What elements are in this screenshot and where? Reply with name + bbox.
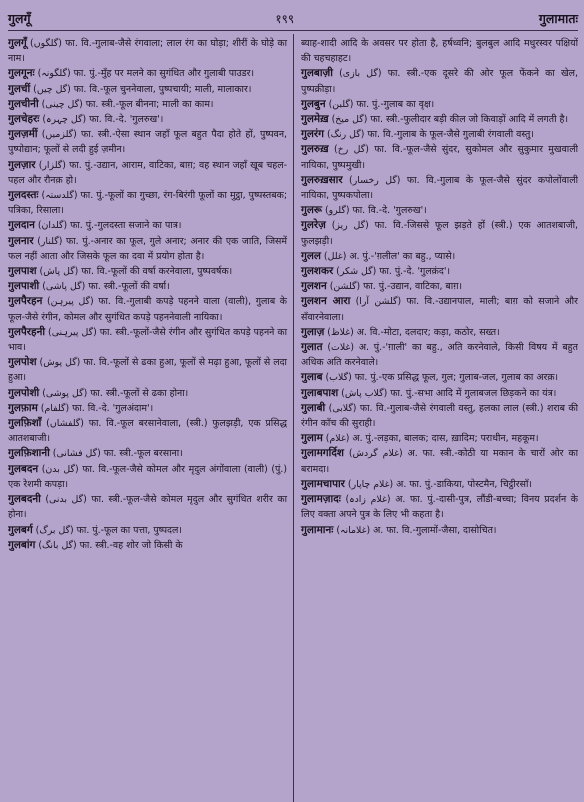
dictionary-entry (301, 127, 578, 142)
entry-headword: गुलामज़ादः (301, 493, 341, 506)
dictionary-entry (301, 340, 578, 370)
entry-headword: गुलज़मीं (8, 128, 38, 141)
entry-headword: गुलामगर्दिश (301, 447, 344, 460)
entry-definition: (غلامانہ) अ. फा. वि.-गुलामों-जैसा, दासोचित। (333, 524, 497, 536)
dictionary-entry (301, 249, 578, 264)
entry-headword: गुलफ़िशानी (8, 447, 50, 460)
two-column-body (8, 34, 578, 802)
entry-definition: (گلاب پاش) फा. पुं.-सभा आदि में गुलाबजल छिड़कने का यंत्र। (338, 387, 557, 399)
entry-definition: (گلبن) फा. पुं.-गुलाब का वृक्ष। (325, 98, 435, 110)
entry-definition: (گلگوں) फा. वि.-गुलाब-जैसे रंगवाला; लाल रंग का घोड़ा; शीरीं के घोड़े का नाम। (8, 38, 287, 65)
entry-headword: गुलाबपाश (301, 386, 339, 399)
entry-definition: (گل پیرہن) फा. वि.-गुलाबी कपड़े पहनने वाला (वाली), गुलाब के फूल-जैसे रंगीन, कोमल और सुगंधित कपड़े पहननेवाली नायिका। (8, 296, 287, 323)
dictionary-entry (8, 264, 287, 279)
entry-headword: गुलरेज़ (301, 219, 326, 232)
dictionary-entry (301, 97, 578, 112)
entry-headword: गुलगूँ (8, 37, 27, 49)
dictionary-entry (301, 279, 578, 294)
dictionary-entry (8, 36, 287, 66)
entry-headword: गुलपैरहनी (8, 325, 46, 338)
entry-headword: गुलफ़ाम (8, 401, 38, 414)
entry-headword: गुलगूनः (8, 67, 35, 80)
entry-definition: (گل رنگ) फा. वि.-गुलाब के फूल-जैसे गुलाबी रंगवाली वस्तु। (324, 129, 534, 141)
entry-headword: गुलात (301, 341, 323, 354)
entry-headword: गुलाब (301, 371, 323, 384)
dictionary-entry (8, 492, 287, 522)
entry-definition: (غلات) अ. पुं.-'ग़ाली' का बहु., अति करनेवाले, किसी विषय में बहुत अधिक अति करनेवाले। (301, 342, 578, 369)
dictionary-entry (301, 264, 578, 279)
entry-definition: (گل چہرہ) फा. वि.-दे. 'गुलरुख'। (39, 114, 164, 126)
dictionary-entry (301, 142, 578, 172)
entry-headword: गुलचीनी (8, 97, 39, 110)
dictionary-entry (8, 523, 287, 538)
entry-headword: गुलपोशी (8, 386, 40, 399)
entry-headword: गुलबांग (8, 538, 36, 551)
entry-headword: गुलज़ार (8, 158, 36, 171)
entry-headword: गुलपाशी (8, 280, 40, 293)
entry-headword: गुलाबी (301, 401, 326, 414)
entry-definition: (گلدان) फा. पुं.-गुलदस्ता सजाने का पात्र। (34, 220, 182, 232)
entry-definition: (گل میخ) फा. स्त्री.-फुलीदार बड़ी कील जो किवाड़ों आदि में लगती है। (328, 114, 569, 126)
entry-definition: (گل بدنی) फा. स्त्री.-फूल-जैसे कोमल मृदुल और सुगंधित शरीर का होना। (8, 494, 287, 521)
header-right-guide-word: गुलामातः (538, 10, 578, 26)
entry-definition: (گلرو) फा. वि.-दे. 'गुलरुख'। (321, 205, 427, 217)
dictionary-entry (301, 386, 578, 401)
entry-headword: गुलपाश (8, 265, 37, 278)
entry-definition: (گل پاشی) फा. स्त्री.-फूलों की वर्षा। (39, 281, 170, 293)
entry-definition: (گلزمیں) फा. स्त्री.-ऐसा स्थान जहाँ फूल बहुत पैदा होते हों, पुष्पवन, पुष्पोद्यान; फूलों से लदी हुई ज़मीन। (8, 129, 288, 156)
entry-headword: गुलबर्ग (8, 523, 33, 536)
entry-definition: (غلام چاپار) अ. फा. पुं.-डाकिया, पोस्टमैन, चिट्ठीरसाँ। (344, 478, 532, 490)
entry-definition: (غلاظ) अ. वि.-मोटा, दलदार; कड़ा, कठोर, सख्त। (324, 326, 500, 338)
left-column (8, 34, 293, 802)
dictionary-entry (8, 279, 287, 294)
entry-headword: गुलबुन (301, 97, 326, 110)
dictionary-entry (301, 173, 578, 203)
entry-definition: (گل بانگ) फा. स्त्री.-वह शोर जो किसी के (35, 539, 183, 551)
entry-headword: गुलबदन (8, 462, 39, 475)
entry-headword: गुलफ़िशाँ (8, 417, 42, 430)
entry-definition: (گل چینی) फा. स्त्री.-फूल बीनना; माली का काम। (38, 98, 214, 110)
entry-definition: (گل بازی) फा. स्त्री.-एक दूसरे की ओर फूल फेंकने का खेल, पुष्पक्रीड़ा। (301, 68, 578, 95)
dictionary-entry (301, 203, 578, 218)
dictionary-entry (8, 325, 287, 355)
entry-definition: (غلام زادہ) अ. फा. पुं.-दासी-पुत्र, लौंडी-बच्चा; विनय प्रदर्शन के लिए वक्ता अपने पुत्र के लिए भी कहता है। (301, 494, 578, 521)
entry-headword: गुलपोश (8, 356, 37, 369)
entry-definition: (گل رخ) फा. वि.-फूल-जैसे सुंदर, सुकोमल और सुकुमार मुखवाली नायिका, पुष्पमुखी। (301, 144, 578, 171)
dictionary-entry (301, 523, 578, 538)
entry-headword: गुलशन आरा (301, 295, 351, 308)
dictionary-entry (8, 127, 287, 157)
entry-headword: गुलाम (301, 432, 323, 445)
dictionary-entry (8, 355, 287, 385)
entry-definition: ब्याह-शादी आदि के अवसर पर होता है, हर्षध्वनि; बुलबुल आदि मधुरस्वर पक्षियों की चहचहाहट। (301, 38, 578, 65)
entry-definition: (گل پوش) फा. वि.-फूलों से ढका हुआ, फूलों से मढ़ा हुआ, फूलों से लदा हुआ। (8, 357, 287, 384)
entry-definition: (گل شکر) फा. पुं.-दे. 'गुलक़ंद'। (333, 266, 450, 278)
entry-headword: गुलदस्तः (8, 189, 39, 202)
entry-headword: गुलपैरहन (8, 295, 43, 308)
entry-definition: (گل ریز) फा. वि.-जिससे फूल झड़ते हों (स्त्री.) एक आतशबाजी, फुलझड़ी। (301, 220, 578, 247)
dictionary-entry (301, 36, 578, 66)
entry-headword: गुलल (301, 249, 321, 262)
entry-headword: गुलामानः (301, 523, 334, 536)
dictionary-entry (301, 431, 578, 446)
dictionary-entry (301, 294, 578, 324)
entry-definition: (گلابی) फा. वि.-गुलाब-जैसे रंगवाली वस्तु, हलका लाल (स्त्री.) शराब की रंगीन काँच की सुराही। (301, 402, 578, 430)
dictionary-entry (8, 234, 287, 264)
entry-headword: गुलशन (301, 280, 327, 293)
entry-headword: गुलनार (8, 234, 34, 247)
dictionary-entry (8, 294, 287, 324)
dictionary-entry (8, 386, 287, 401)
dictionary-entry (301, 218, 578, 248)
entry-headword: गुलरुख़सार (301, 173, 343, 186)
entry-headword: गुलबाज़ी (301, 67, 333, 80)
entry-definition: (گل رخسار) फा. वि.-गुलाब के फूल-जैसे सुंदर कपोलोंवाली नायिका, पुष्पकपोला। (301, 174, 578, 202)
dictionary-entry (301, 112, 578, 127)
entry-definition: (گلاب) फा. पुं.-एक प्रसिद्ध फूल, गुल; गुलाब-जल, गुलाब का अरक़। (322, 372, 559, 384)
entry-definition: (گل بدن) फा. वि.-फूल-जैसे कोमल और मृदुल अंगोंवाला (वाली) (पुं.) एक रेशमी कपड़ा। (8, 463, 287, 490)
dictionary-entry (301, 401, 578, 431)
page-number: १९९ (275, 11, 295, 26)
entry-definition: (گلنار) फा. पुं.-अनार का फूल, गुले अनार; अनार की एक जाति, जिसमें फल नहीं आता और जिसके फूल का दवा में प्रयोग होता है। (8, 235, 287, 262)
page-header (8, 6, 578, 31)
dictionary-entry (301, 477, 578, 492)
dictionary-entry (8, 97, 287, 112)
entry-headword: गुलाज़ (301, 325, 325, 338)
dictionary-entry (8, 538, 287, 553)
entry-definition: (گل فشانی) फा. स्त्री.-फूल बरसाना। (49, 448, 183, 460)
entry-definition: (غلام) अ. पुं.-लड़का, बालक; दास, ख़ादिम; पराधीन, महकूम। (322, 433, 539, 445)
entry-headword: गुलशकर (301, 265, 334, 278)
entry-definition: (گلدستہ) फा. पुं.-फूलों का गुच्छा, रंग-बिरंगी फूलों का मुट्ठा, पुष्पस्तबक; पत्रिका, रिसाला। (8, 190, 287, 217)
dictionary-entry (8, 188, 287, 218)
entry-definition: (گلگونہ) फा. पुं.-मुँह पर मलने का सुगंधित और गुलाबी पाउडर। (34, 68, 255, 80)
dictionary-entry (8, 218, 287, 233)
dictionary-entry (301, 370, 578, 385)
entry-definition: (گلزار) फा. पुं.-उद्यान, आराम, वाटिका, बाग़; वह स्थान जहाँ खूब चहल-पहल और रौनक़ हो। (8, 159, 287, 186)
entry-definition: (غلل) अ. पुं.-'ग़लील' का बहु., प्यासे। (320, 250, 456, 262)
right-column (293, 34, 578, 802)
entry-headword: गुलदान (8, 219, 35, 232)
entry-definition: (غلام گردش) अ. फा. स्त्री.-कोठी या मकान के चारों ओर का बरामदा। (301, 448, 578, 475)
dictionary-entry (301, 492, 578, 522)
entry-definition: (گلشن آرا) फा. वि.-उद्यानपाल, माली; बाग़ को सजाने और सँवारनेवाला। (301, 296, 578, 323)
entry-definition: (گلشن) फा. पुं.-उद्यान, वाटिका, बाग़। (326, 281, 463, 293)
entry-headword: गुलरुख़ (301, 143, 329, 156)
entry-definition: (گلفام) फा. वि.-दे. 'गुलअंदाम'। (37, 402, 154, 414)
entry-headword: गुलचेहरः (8, 113, 40, 126)
dictionary-entry (301, 66, 578, 96)
dictionary-entry (8, 112, 287, 127)
entry-definition: (گل پوشی) फा. स्त्री.-फूलों से ढका होना। (39, 387, 189, 399)
dictionary-entry (301, 446, 578, 476)
entry-definition: (گل برگ) फा. पुं.-फूल का पत्ता, पुष्पदल। (32, 524, 182, 536)
dictionary-entry (8, 416, 287, 446)
header-left-guide-word: गुलगूँ (8, 10, 31, 26)
entry-headword: गुलचीं (8, 82, 31, 95)
dictionary-entry (301, 325, 578, 340)
entry-definition: (گل پیرہنی) फा. स्त्री.-फूलों-जैसे रंगीन और सुगंधित कपड़े पहनने का भाव। (8, 326, 288, 354)
entry-definition: (گل پاش) फा. वि.-फूलों की वर्षा करनेवाला, पुष्पवर्षक। (36, 266, 233, 278)
dictionary-entry (8, 82, 287, 97)
entry-definition: (گلفشاں) फा. वि.-फूल बरसानेवाला, (स्त्री.) फुलझड़ी, एक प्रसिद्ध आतशबाजी। (8, 418, 288, 445)
dictionary-entry (8, 158, 287, 188)
entry-headword: गुलमेख़ (301, 113, 329, 126)
entry-definition: (گل چیں) फा. वि.-फूल चुननेवाला, पुष्पचायी; माली, मालाकार। (30, 83, 252, 95)
entry-headword: गुलबदनी (8, 493, 41, 506)
dictionary-entry (8, 462, 287, 492)
dictionary-entry (8, 66, 287, 81)
entry-headword: गुलरू (301, 204, 322, 217)
dictionary-entry (8, 401, 287, 416)
entry-headword: गुलामचापार (301, 477, 345, 490)
dictionary-entry (8, 446, 287, 461)
entry-headword: गुलरंग (301, 128, 324, 141)
